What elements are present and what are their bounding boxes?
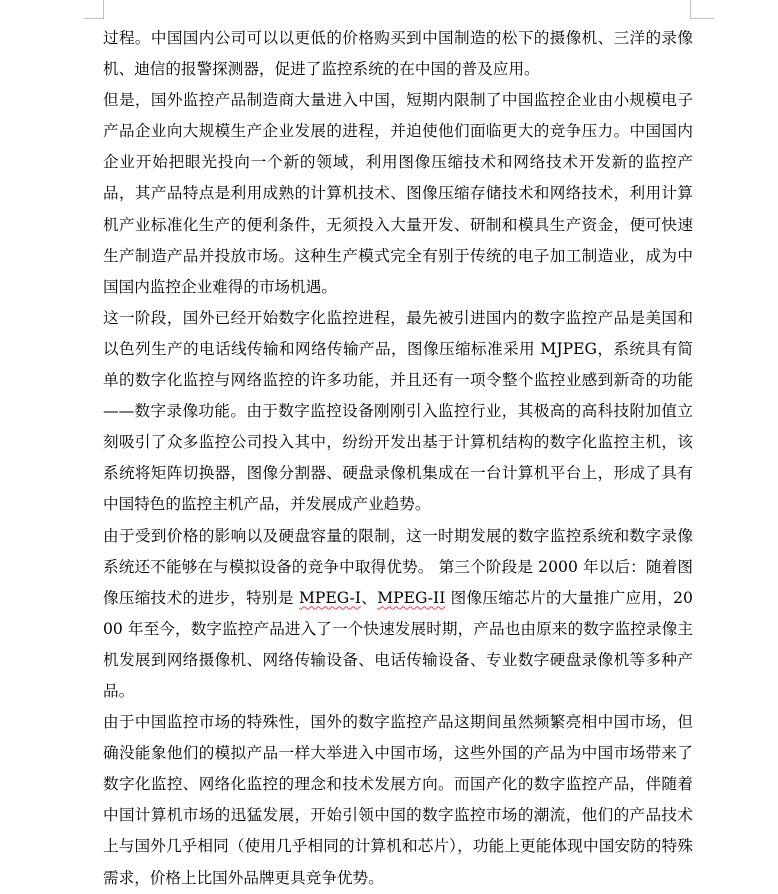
paragraph — [103, 303, 693, 521]
crop-mark-top-left-horizontal — [84, 18, 104, 19]
paragraph — [103, 521, 693, 708]
paragraph-text: 图像压缩芯片的大量推广应用，2000 年至今，数字监控产品进入了一个快速发展时期，产品也由原来的数字监控录像主机发展到网络摄像机、网络传输设备、电话传输设备、专业数字硬盘录像机等多种产品。 — [103, 588, 693, 700]
paragraph-text: 由于中国监控市场的特殊性，国外的数字监控产品这期间虽然频繁亮相中国市场，但确没能象他们的模拟产品一样大举进入中国市场，这些外国的产品为中国市场带来了数字化监控、网络化监控的理念和技术发展方向。而国产化的数字监控产品，伴随着中国计算机市场的迅猛发展，开始引领中国的数字监控市场的潮流，他们的产品技术上与国外几乎相同（使用几乎相同的计算机和芯片），功能上更能体现中国安防的特殊需求，价格上比国外品牌更具竞争优势。 — [103, 713, 693, 887]
paragraph — [103, 23, 693, 85]
crop-mark-top-right-horizontal — [690, 18, 714, 19]
document-body[interactable] — [103, 23, 693, 894]
paragraph-text: 但是，国外监控产品制造商大量进入中国，短期内限制了中国监控企业由小规模电子产品企业向大规模生产企业发展的进程，并迫使他们面临更大的竞争压力。中国国内企业开始把眼光投向一个新的领域，利用图像压缩技术和网络技术开发新的监控产品，其产品特点是利用成熟的计算机技术、图像压缩存储技术和网络技术，利用计算机产业标准化生产的便利条件，无须投入大量开发、研制和模具生产资金，便可快速生产制造产品并投放市场。这种生产模式完全有别于传统的电子加工制造业，成为中国国内监控企业难得的市场机遇。 — [103, 91, 693, 296]
crop-mark-top-right-vertical — [690, 0, 691, 18]
paragraph-text: 、 — [361, 588, 378, 607]
crop-mark-top-left-vertical — [103, 0, 104, 18]
spellcheck-flagged-word[interactable]: MPEG-II — [377, 588, 446, 607]
paragraph — [103, 707, 693, 894]
paragraph-text: 由于受到价格的影响以及硬盘容量的限制，这一时期发展的数字监控系统和数字录像系统还不能够在与模拟设备的竞争中取得优势。 第三个阶段是 2000 年以后：随着图像压缩技术的进步，特别是 — [103, 526, 693, 607]
spellcheck-flagged-word[interactable]: MPEG-I — [298, 588, 361, 607]
paragraph — [103, 85, 693, 303]
paragraph-text: 过程。中国国内公司可以以更低的价格购买到中国制造的松下的摄像机、三洋的录像机、迪信的报警探测器，促进了监控系统的在中国的普及应用。 — [103, 29, 693, 79]
paragraph-text: 这一阶段，国外已经开始数字化监控进程，最先被引进国内的数字监控产品是美国和以色列生产的电话线传输和网络传输产品，图像压缩标准采用 MJPEG，系统具有简单的数字化监控与网络监控的许多功能，并且还有一项令整个监控业感到新奇的功能——数字录像功能。由于数字监控设备刚刚引入监控行业，其极高的高科技附加值立刻吸引了众多监控公司投入其中，纷纷开发出基于计算机结构的数字化监控主机，该系统将矩阵切换器，图像分割器、硬盘录像机集成在一台计算机平台上，形成了具有中国特色的监控主机产品，并发展成产业趋势。 — [103, 308, 693, 514]
